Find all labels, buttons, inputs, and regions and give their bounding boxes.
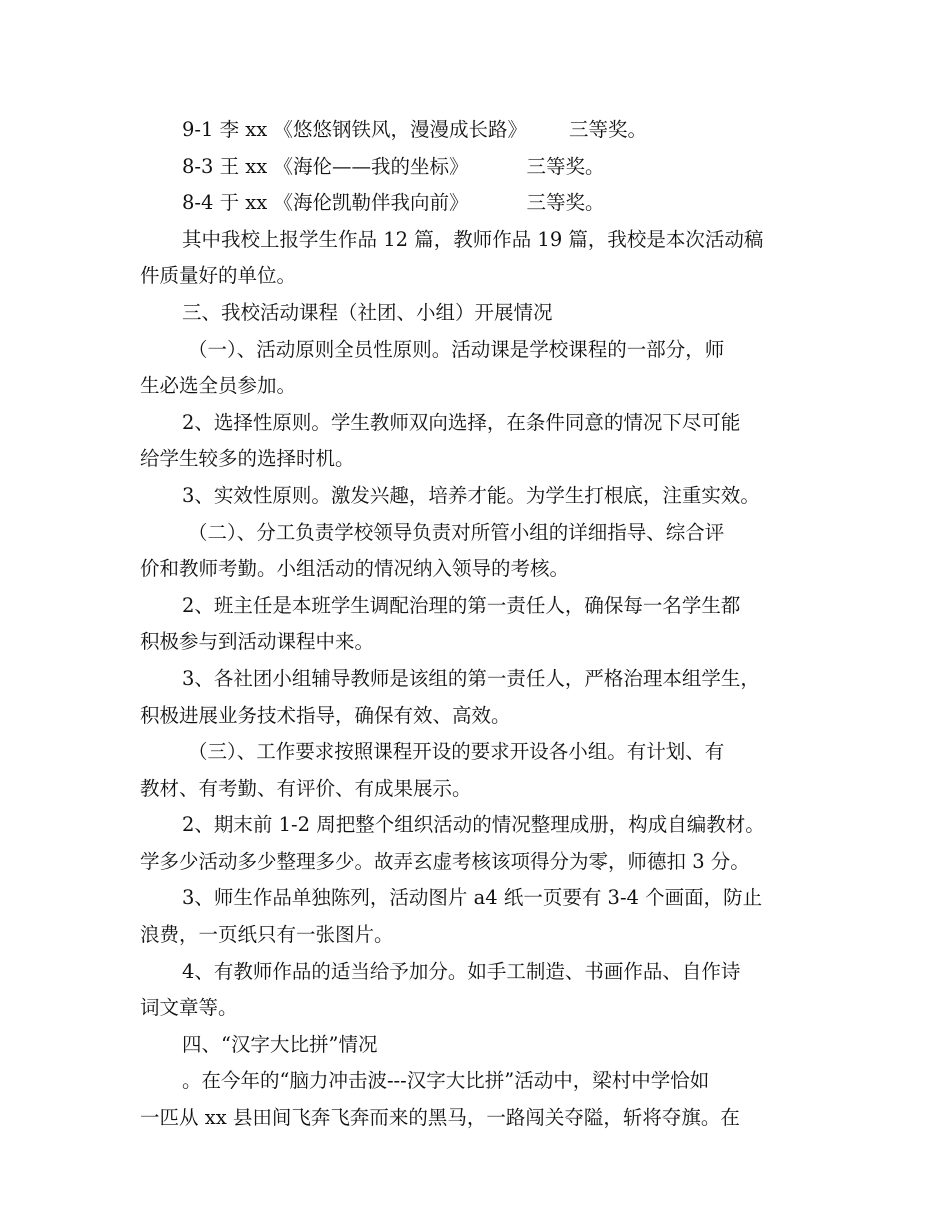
paragraph-line: 一匹从 xx 县田间飞奔飞奔而来的黑马，一路闯关夺隘，斩将夺旗。在 bbox=[140, 1106, 740, 1130]
section-heading bbox=[140, 295, 815, 332]
paragraph-line: 四、“汉字大比拼”情况 bbox=[182, 1032, 378, 1056]
paragraph-line: 2、班主任是本班学生调配治理的第一责任人，确保每一名学生都 bbox=[182, 593, 741, 617]
award-entry: 8-3 王 xx 《海伦——我的坐标》 bbox=[182, 154, 469, 178]
paragraph-requirement-3 bbox=[140, 880, 815, 953]
paragraph-principle-1 bbox=[140, 332, 815, 405]
paragraph-line: 教材、有考勤、有评价、有成果展示。 bbox=[140, 776, 472, 800]
award-result: 三等奖。 bbox=[569, 118, 648, 141]
award-row bbox=[140, 185, 815, 222]
paragraph-summary bbox=[140, 222, 815, 295]
paragraph-line: 2、选择性原则。学生教师双向选择，在条件同意的情况下尽可能 bbox=[182, 410, 741, 434]
paragraph-line: 3、实效性原则。激发兴趣，培养才能。为学生打根底，注重实效。 bbox=[182, 483, 760, 507]
paragraph-line: 生必选全员参加。 bbox=[140, 374, 297, 398]
paragraph-line: （三）、工作要求按照课程开设的要求开设各小组。有计划、有 bbox=[188, 740, 725, 764]
paragraph-line: 积极参与到活动课程中来。 bbox=[140, 630, 375, 654]
paragraph-line: 学多少活动多少整理多少。故弄玄虚考核该项得分为零，师德扣 3 分。 bbox=[140, 849, 750, 873]
paragraph-line: 4、有教师作品的适当给予加分。如手工制造、书画作品、自作诗 bbox=[182, 959, 741, 983]
document-body bbox=[140, 112, 815, 1137]
paragraph-division-3 bbox=[140, 661, 815, 734]
award-entry: 8-4 于 xx 《海伦凯勒伴我向前》 bbox=[182, 191, 469, 215]
award-row bbox=[140, 112, 815, 149]
paragraph-line: 浪费，一页纸只有一张图片。 bbox=[140, 923, 394, 947]
paragraph-division-2 bbox=[140, 588, 815, 661]
paragraph-division-1 bbox=[140, 515, 815, 588]
section-heading bbox=[140, 1027, 815, 1064]
paragraph-line: 其中我校上报学生作品 12 篇，教师作品 19 篇，我校是本次活动稿 bbox=[182, 227, 764, 251]
paragraph-line: 词文章等。 bbox=[140, 996, 238, 1020]
paragraph-line: 。在今年的“脑力冲击波---汉字大比拼”活动中，梁村中学恰如 bbox=[182, 1069, 710, 1093]
paragraph-line: 件质量好的单位。 bbox=[140, 264, 297, 288]
paragraph-line: （一）、活动原则全员性原则。活动课是学校课程的一部分，师 bbox=[188, 337, 725, 361]
award-entry: 9-1 李 xx 《悠悠钢铁风，漫漫成长路》 bbox=[182, 118, 527, 141]
award-result: 三等奖。 bbox=[526, 191, 605, 215]
paragraph-line: 价和教师考勤。小组活动的情况纳入领导的考核。 bbox=[140, 557, 570, 581]
paragraph-line: 2、期末前 1-2 周把整个组织活动的情况整理成册，构成自编教材。 bbox=[182, 813, 765, 837]
paragraph-requirement-4 bbox=[140, 954, 815, 1027]
paragraph-requirement-1 bbox=[140, 734, 815, 807]
paragraph-line: 三、我校活动课程（社团、小组）开展情况 bbox=[182, 300, 553, 324]
award-result: 三等奖。 bbox=[526, 154, 605, 178]
award-row bbox=[140, 149, 815, 186]
paragraph-line: 给学生较多的选择时机。 bbox=[140, 447, 355, 471]
paragraph-principle-3 bbox=[140, 478, 815, 515]
paragraph-line: （二）、分工负责学校领导负责对所管小组的详细指导、综合评 bbox=[188, 520, 725, 544]
paragraph-line: 3、各社团小组辅导教师是该组的第一责任人，严格治理本组学生， bbox=[182, 666, 760, 690]
paragraph-requirement-2 bbox=[140, 807, 815, 880]
paragraph-line: 积极进展业务技术指导，确保有效、高效。 bbox=[140, 703, 511, 727]
paragraph-principle-2 bbox=[140, 405, 815, 478]
paragraph-section4-body bbox=[140, 1063, 815, 1136]
paragraph-line: 3、师生作品单独陈列，活动图片 a4 纸一页要有 3-4 个画面，防止 bbox=[182, 886, 763, 910]
